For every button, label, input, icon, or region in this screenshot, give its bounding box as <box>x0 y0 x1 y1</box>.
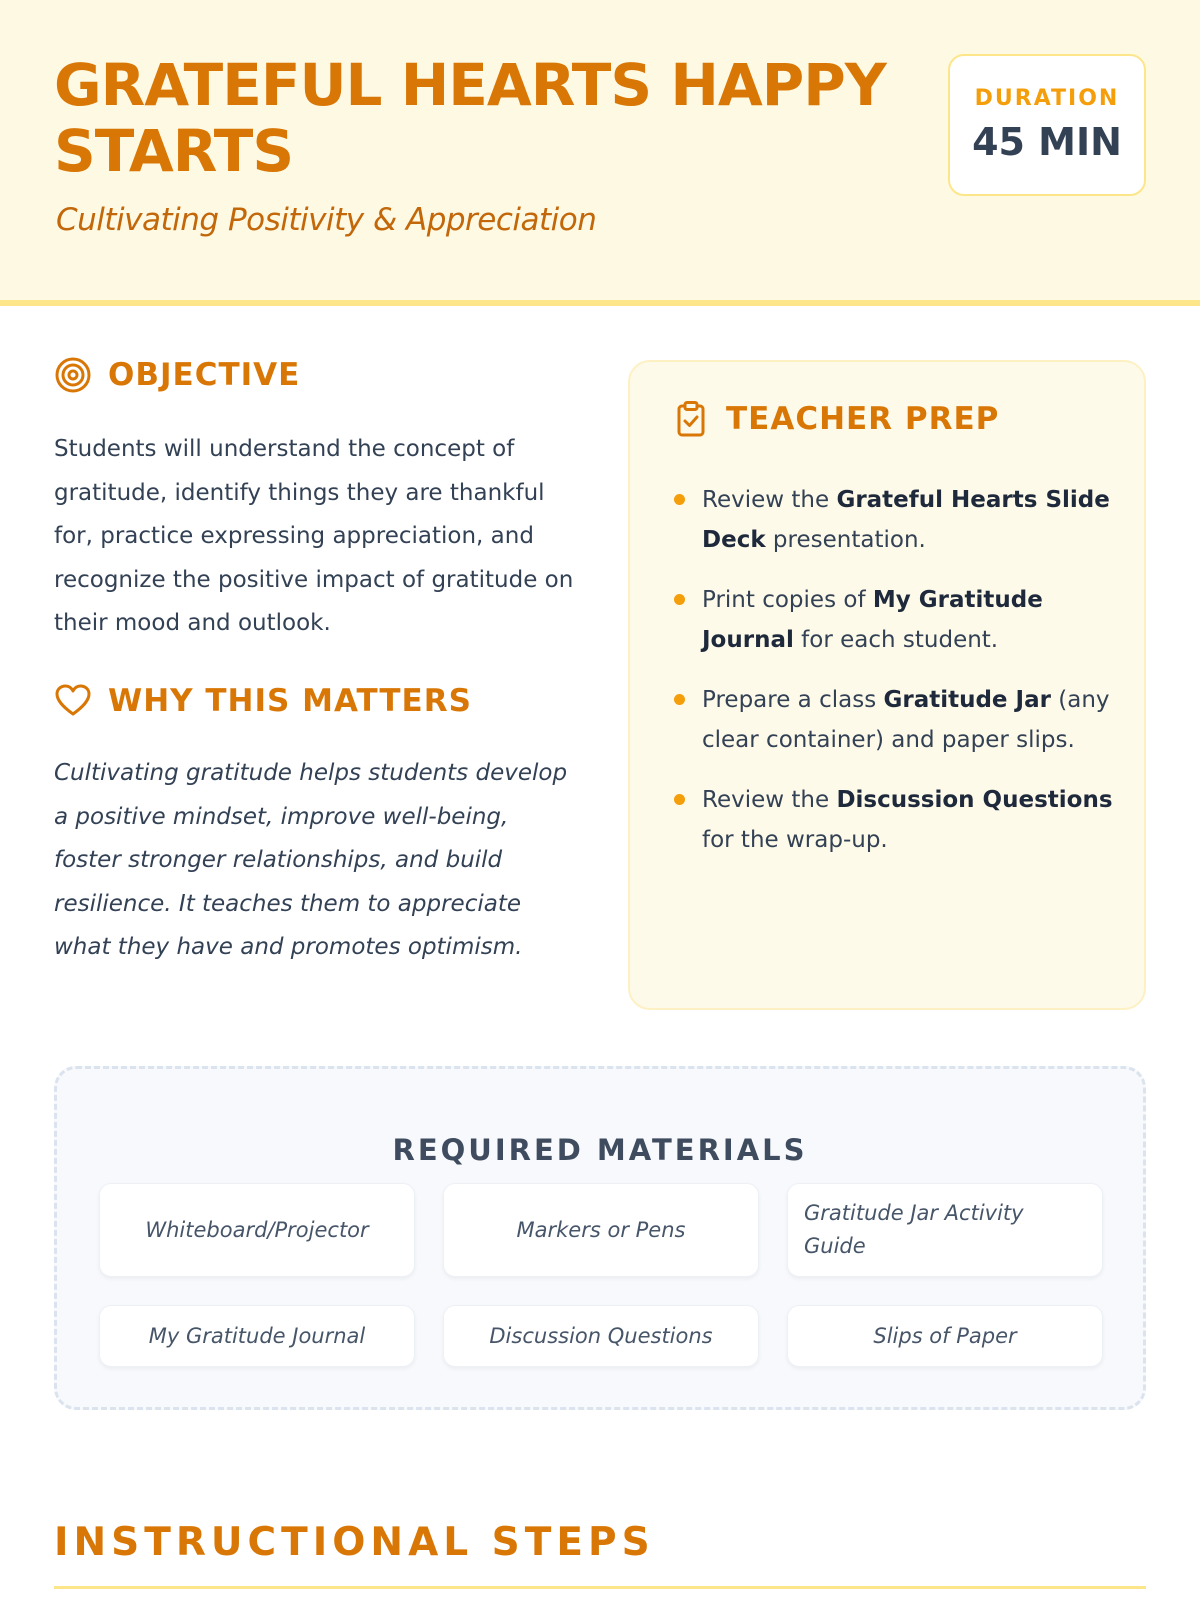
objective-heading <box>54 356 300 394</box>
materials-box <box>54 1066 1146 1410</box>
teacher-prep-heading <box>672 400 999 438</box>
teacher-prep-card <box>628 360 1146 1010</box>
list-item: Review the Grateful Hearts Slide Deck presentation. <box>672 480 1122 560</box>
list-item: Print copies of My Gratitude Journal for each student. <box>672 580 1122 660</box>
material-item: Slips of Paper <box>787 1305 1103 1367</box>
materials-title: REQUIRED MATERIALS <box>392 1133 808 1167</box>
target-icon <box>54 356 92 394</box>
instructional-steps-heading: INSTRUCTIONAL STEPS <box>54 1520 655 1565</box>
steps-divider <box>54 1586 1146 1589</box>
material-item: My Gratitude Journal <box>99 1305 415 1367</box>
lesson-header <box>0 0 1200 306</box>
heart-icon <box>54 682 92 720</box>
material-item: Discussion Questions <box>443 1305 759 1367</box>
objective-text: Students will understand the concept of gratitude, identify things they are thankful for, practice expressing appreciation, and recognize the positive impact of gratitude on their mood and outlook. <box>54 436 574 636</box>
material-item: Whiteboard/Projector <box>99 1183 415 1277</box>
lesson-title: GRATEFUL HEARTS HAPPY STARTS <box>54 51 886 185</box>
teacher-prep-heading-label: TEACHER PREP <box>726 401 1000 437</box>
list-item: Prepare a class Gratitude Jar (any clear container) and paper slips. <box>672 680 1122 760</box>
bullet-dot <box>674 694 685 705</box>
clipboard-check-icon <box>672 400 710 438</box>
material-item: Gratitude Jar Activity Guide <box>787 1183 1103 1277</box>
bullet-dot <box>674 494 685 505</box>
lesson-subtitle: Cultivating Positivity & Appreciation <box>56 202 597 238</box>
bullet-dot <box>674 794 685 805</box>
why-heading-label: WHY THIS MATTERS <box>108 683 472 719</box>
duration-label: DURATION <box>974 86 1120 111</box>
duration-value: 45 MIN <box>972 120 1122 164</box>
why-heading <box>54 682 472 720</box>
teacher-prep-list <box>672 480 1122 880</box>
why-text: Cultivating gratitude helps students develop a positive mindset, improve well-being, foster stronger relationships, and build resilience. It teaches them to appreciate what they have and promotes optimism. <box>54 760 568 960</box>
duration-card <box>948 54 1146 196</box>
list-item: Review the Discussion Questions for the wrap-up. <box>672 780 1122 860</box>
material-item: Markers or Pens <box>443 1183 759 1277</box>
bullet-dot <box>674 594 685 605</box>
objective-heading-label: OBJECTIVE <box>108 357 301 393</box>
